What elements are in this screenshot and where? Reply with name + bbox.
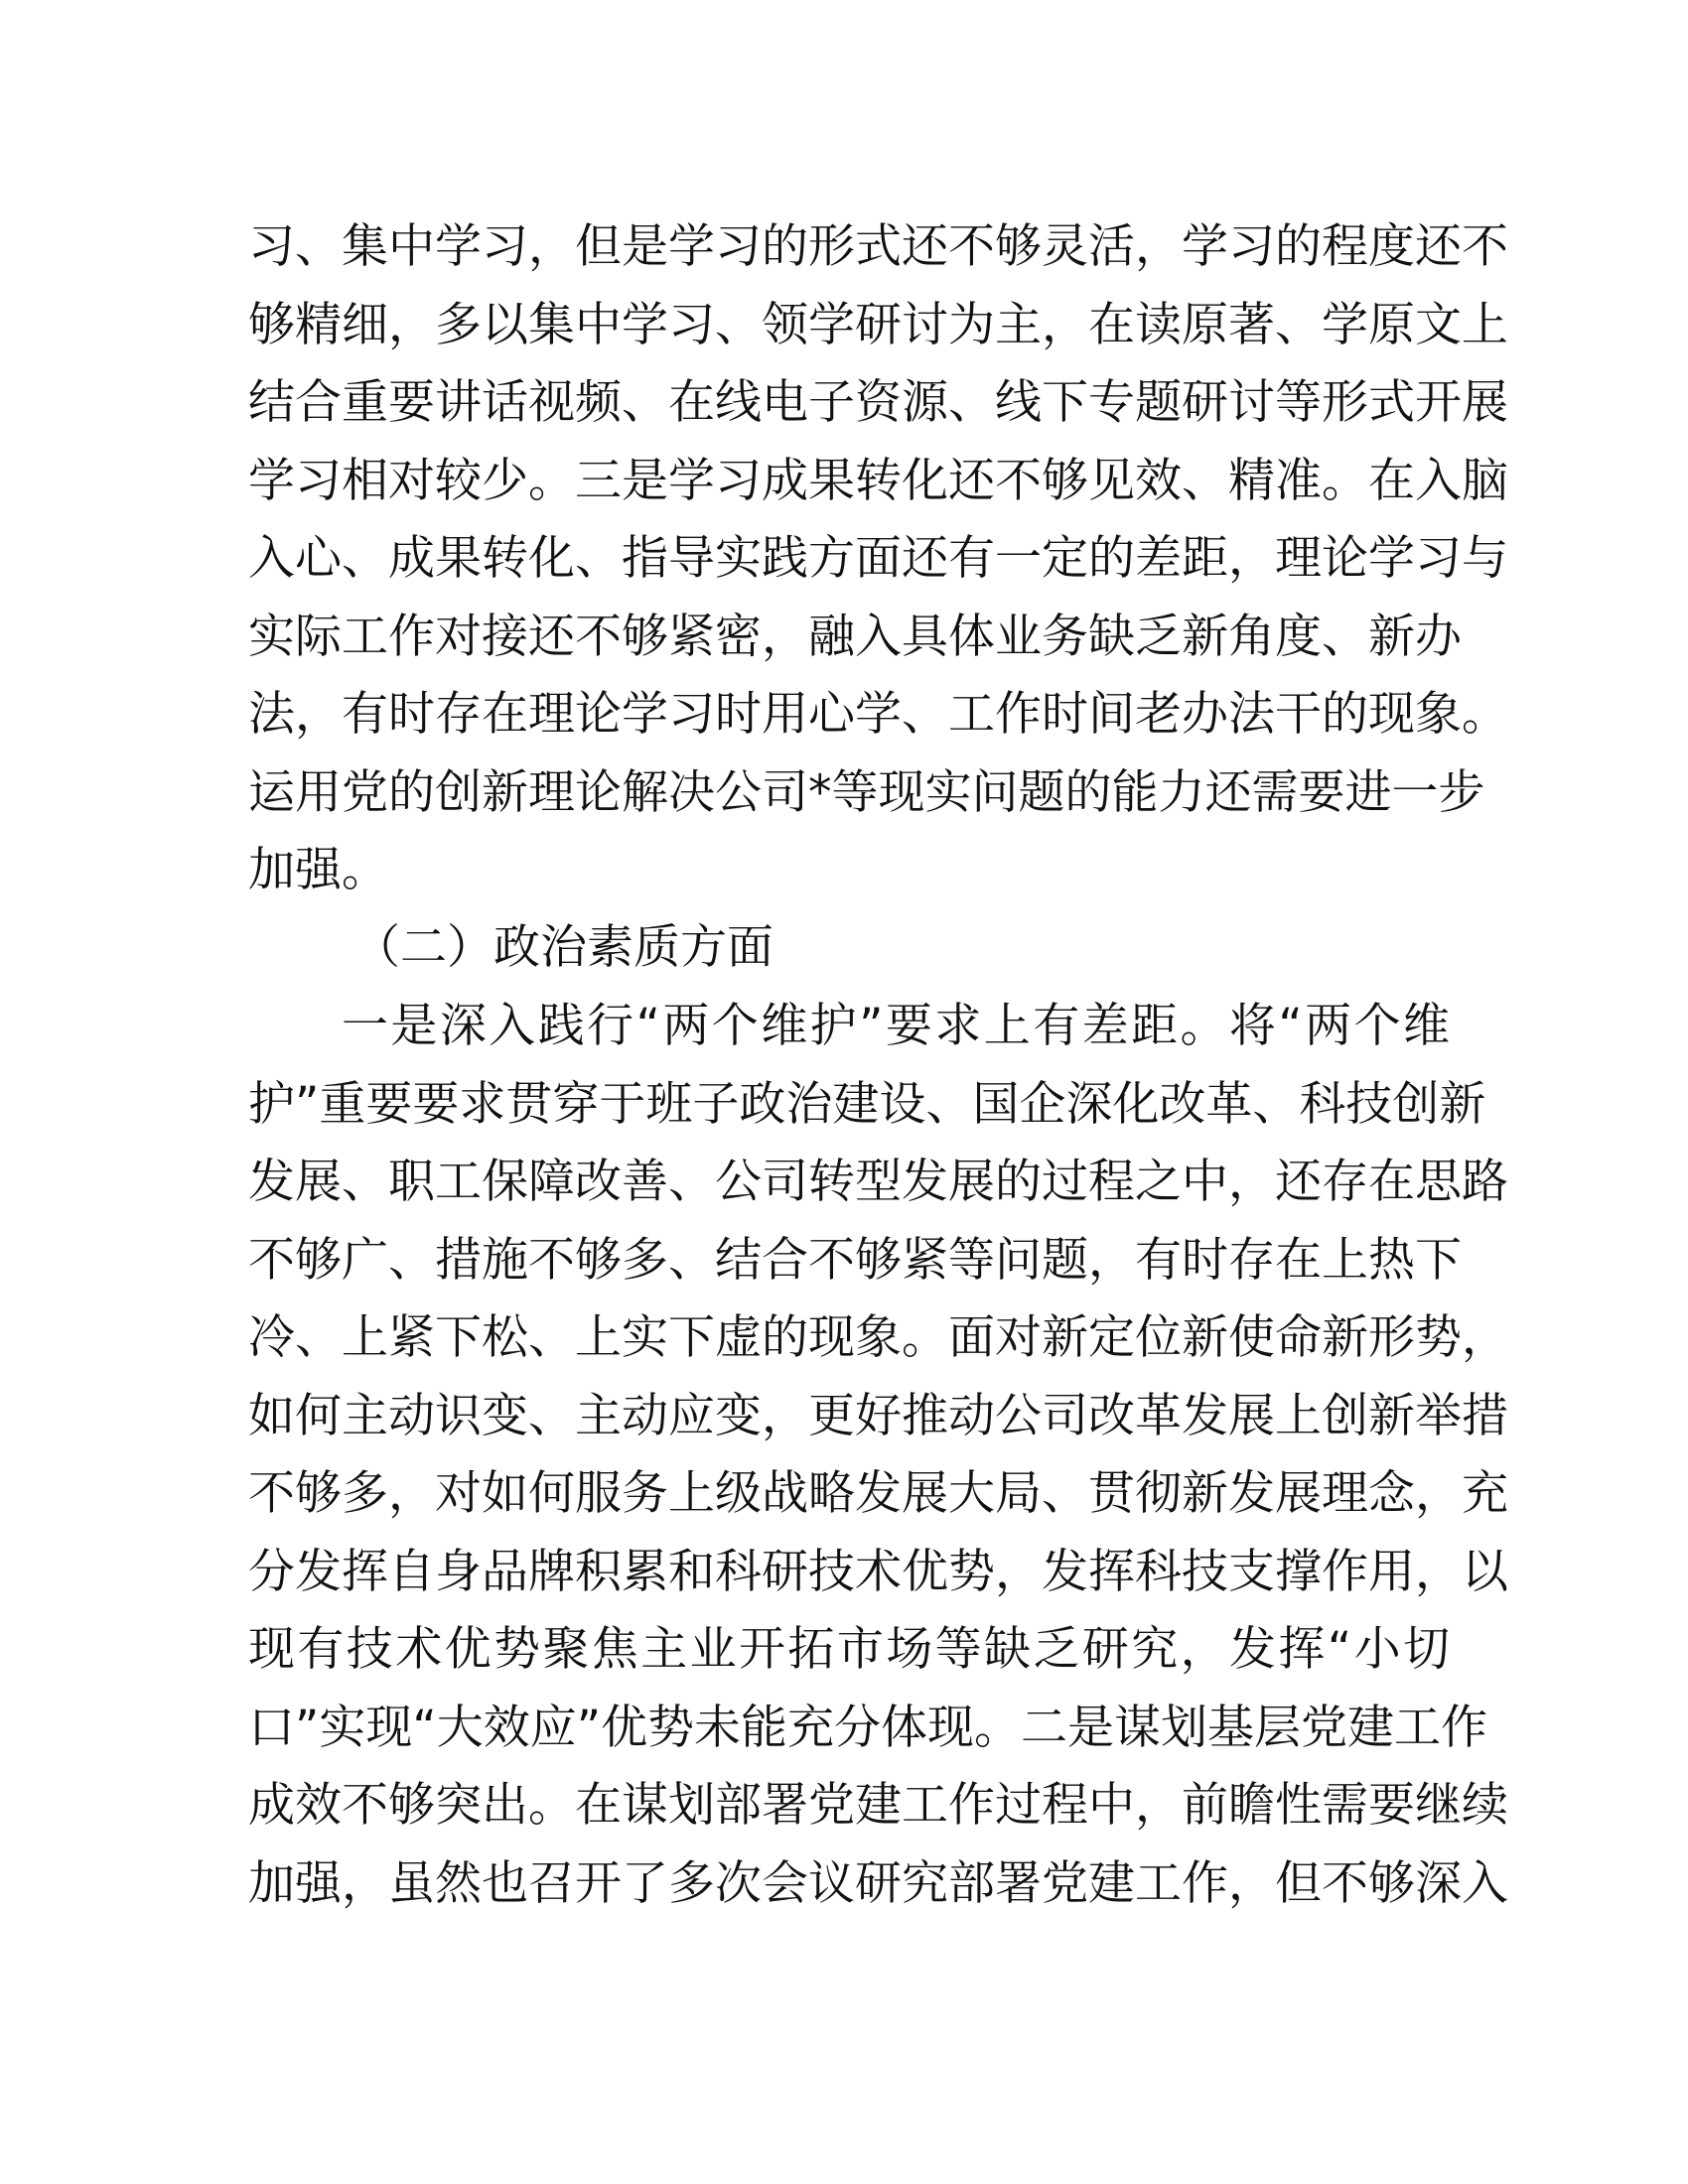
- text-line: 如何主动识变、主动应变，更好推动公司改革发展上创新举措: [248, 1388, 1508, 1443]
- text-line: 不够多，对如何服务上级战略发展大局、贯彻新发展理念，充: [248, 1466, 1508, 1521]
- text-line: 分发挥自身品牌积累和科研技术优势，发挥科技支撑作用，以: [248, 1544, 1508, 1599]
- text-line: 加强。: [248, 843, 388, 897]
- text-line: 加强，虽然也召开了多次会议研究部署党建工作，但不够深入: [248, 1855, 1508, 1911]
- section-heading-block: [248, 909, 1450, 988]
- paragraph-political-quality: [248, 988, 1508, 1923]
- text-line: 不够广、措施不够多、结合不够紧等问题，有时存在上热下: [248, 1232, 1462, 1288]
- section-heading: （二）政治素质方面: [353, 920, 774, 975]
- text-line: 实际工作对接还不够紧密，融入具体业务缺乏新角度、新办: [248, 609, 1462, 664]
- text-line: 冷、上紧下松、上实下虚的现象。面对新定位新使命新形势，: [248, 1310, 1508, 1365]
- text-line: 发展、职工保障改善、公司转型发展的过程之中，还存在思路: [248, 1155, 1508, 1209]
- text-line: 够精细，多以集中学习、领学研讨为主，在读原著、学原文上: [248, 297, 1508, 352]
- text-line: 现有技术优势聚焦主业开拓市场等缺乏研究，发挥“小切: [248, 1622, 1450, 1677]
- text-line: 成效不够突出。在谋划部署党建工作过程中，前瞻性需要继续: [248, 1778, 1508, 1833]
- text-line: 运用党的创新理论解决公司*等现实问题的能力还需要进一步: [248, 764, 1485, 820]
- paragraph-study-continued: [248, 208, 1508, 910]
- text-line: 学习相对较少。三是学习成果转化还不够见效、精准。在入脑: [248, 453, 1508, 508]
- text-line: 口”实现“大效应”优势未能充分体现。二是谋划基层党建工作: [248, 1700, 1488, 1755]
- text-line: 入心、成果转化、指导实践方面还有一定的差距，理论学习与: [248, 531, 1508, 586]
- text-line: 一是深入践行“两个维护”要求上有差距。将“两个维: [342, 999, 1450, 1053]
- text-line: 结合重要讲话视频、在线电子资源、线下专题研讨等形式开展: [248, 375, 1508, 430]
- text-line: 护”重要要求贯穿于班子政治建设、国企深化改革、科技创新: [248, 1076, 1486, 1132]
- text-line: 习、集中学习，但是学习的形式还不够灵活，学习的程度还不: [248, 219, 1508, 274]
- text-line: 法，有时存在理论学习时用心学、工作时间老办法干的现象。: [248, 687, 1508, 742]
